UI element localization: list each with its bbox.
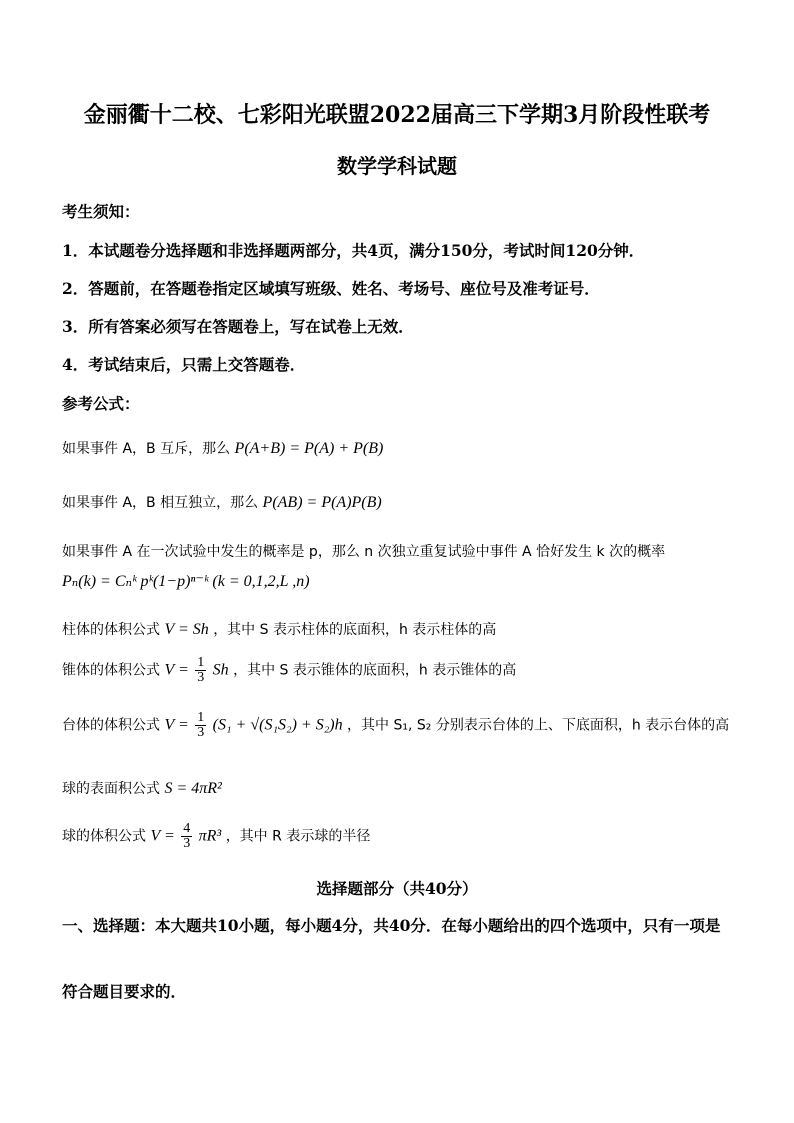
formula-8-fraction <box>181 822 192 851</box>
formula-8-post: ，其中 R 表示球的半径 <box>225 828 371 845</box>
formula-8-rest: πR³ <box>198 827 222 845</box>
formula-binomial-math <box>62 571 310 591</box>
notice-heading: 考生须知： <box>62 202 140 221</box>
formula-independent <box>62 492 382 512</box>
formula-frustum <box>62 711 729 740</box>
exam-title: 金丽衢十二校、七彩阳光联盟2022届高三下学期3月阶段性联考 <box>83 102 711 128</box>
section-instructions: 一、选择题：本大题共10小题，每小题4分，共40分．在每小题给出的四个选项中，只有一项是 <box>62 916 721 935</box>
notice-item-1: 1．本试题卷分选择题和非选择题两部分，共4页，满分150分，考试时间120分钟． <box>62 241 645 260</box>
formula-sphere-area <box>62 778 222 798</box>
formulas-heading: 参考公式： <box>62 394 140 413</box>
notice-item-2: 2．答题前，在答题卷指定区域填写班级、姓名、考场号、座位号及准考证号． <box>62 279 600 298</box>
formula-4-math: V = Sh <box>164 621 209 638</box>
formula-5-den: 3 <box>197 670 205 685</box>
formula-8-v: V = <box>150 827 175 845</box>
formula-6-fraction <box>195 711 206 740</box>
formula-5-rest: Sh <box>212 661 229 679</box>
formula-7-math: S = 4πR² <box>164 780 222 797</box>
notice-item-3: 3．所有答案必须写在答题卷上，写在试卷上无效． <box>62 317 414 336</box>
formula-5-pre: 锥体的体积公式 <box>62 662 160 679</box>
formula-4-pre: 柱体的体积公式 <box>62 622 160 638</box>
formula-6-v: V = <box>164 716 189 734</box>
formula-5-fraction <box>195 656 206 685</box>
formula-binomial-text: 如果事件 A 在一次试验中发生的概率是 p，那么 n 次独立重复试验中事件 A 恰好发生 k 次的概率 <box>62 544 666 560</box>
formula-5-num: 1 <box>197 655 205 670</box>
formula-6-den: 3 <box>197 725 205 740</box>
formula-cone <box>62 656 516 685</box>
formula-2-math: P(AB) = P(A)P(B) <box>262 494 382 511</box>
formula-sphere-volume <box>62 822 370 851</box>
formula-5-post: ，其中 S 表示锥体的底面积，h 表示锥体的高 <box>233 662 517 679</box>
section-title: 选择题部分（共40分） <box>316 879 478 898</box>
formula-8-num: 4 <box>183 821 191 836</box>
section-instructions-cont: 符合题目要求的． <box>62 982 187 1001</box>
formula-5-v: V = <box>164 661 189 679</box>
exam-subtitle: 数学学科试题 <box>337 154 457 178</box>
formula-7-pre: 球的表面积公式 <box>62 781 160 797</box>
formula-1-text: 如果事件 A，B 互斥，那么 <box>62 441 231 457</box>
formula-6-pre: 台体的体积公式 <box>62 717 160 734</box>
formula-3-math: Pₙ(k) = Cₙᵏ pᵏ(1−p)ⁿ⁻ᵏ (k = 0,1,2,L ,n) <box>62 573 310 590</box>
formula-8-pre: 球的体积公式 <box>62 828 146 845</box>
notice-item-4: 4．考试结束后，只需上交答题卷． <box>62 355 306 374</box>
formula-2-text: 如果事件 A，B 相互独立，那么 <box>62 495 259 511</box>
formula-1-math: P(A+B) = P(A) + P(B) <box>234 440 384 457</box>
formula-6-post: ，其中 S₁, S₂ 分别表示台体的上、下底面积，h 表示台体的高 <box>347 717 730 734</box>
formula-8-den: 3 <box>183 836 191 851</box>
formula-mutually-exclusive <box>62 438 383 458</box>
formula-6-rest: (S₁ + √(S₁S₂) + S₂)h <box>212 716 343 734</box>
formula-4-post: ，其中 S 表示柱体的底面积，h 表示柱体的高 <box>213 622 497 638</box>
formula-6-num: 1 <box>197 710 205 725</box>
formula-prism <box>62 619 496 639</box>
